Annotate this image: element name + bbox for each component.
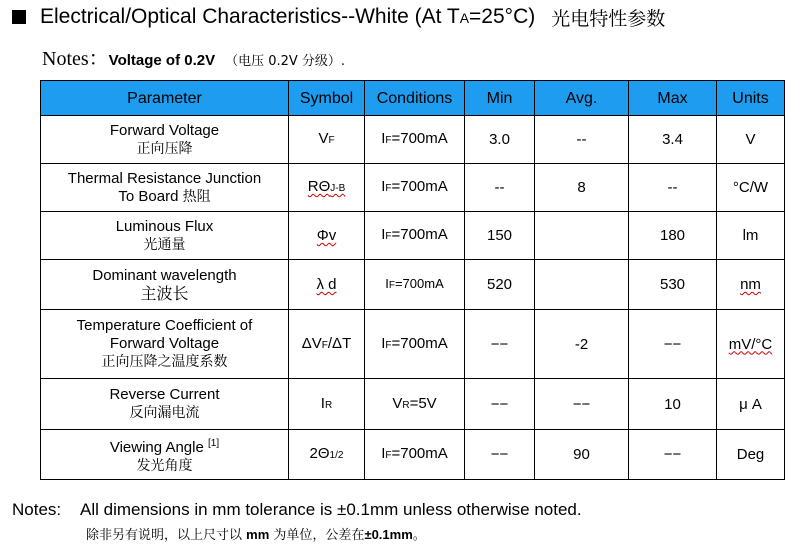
header-parameter: Parameter	[41, 81, 289, 116]
header-units: Units	[717, 81, 785, 116]
table-header-row	[41, 81, 785, 116]
unit-cell: nm	[717, 260, 785, 310]
notes-cn: （电压 0.2V 分级）.	[225, 54, 346, 69]
avg-cell: -2	[535, 310, 629, 379]
notes-bottom-line2: 除非另有说明，以上尺寸以 mm 为单位，公差在±0.1mm。	[86, 527, 426, 543]
min-cell: 3.0	[465, 116, 535, 164]
heading-cn: 光电特性参数	[551, 7, 666, 30]
notes-bottom	[12, 500, 582, 546]
avg-cell: 90	[535, 430, 629, 480]
param-cell: Thermal Resistance Junction To Board 热阻	[41, 164, 289, 212]
unit-cell: mV/°C	[717, 310, 785, 379]
avg-cell: --	[535, 116, 629, 164]
min-cell: −−	[465, 379, 535, 430]
max-cell: 530	[629, 260, 717, 310]
param-cell: Luminous Flux 光通量	[41, 212, 289, 260]
symbol-cell: 2Θ1/2	[289, 430, 365, 480]
min-cell: −−	[465, 310, 535, 379]
notes-label: Notes：	[42, 48, 109, 70]
heading-text: Electrical/Optical Characteristics--White (At TA=25°C)	[40, 5, 536, 28]
max-cell: −−	[629, 430, 717, 480]
table-row	[41, 260, 785, 310]
bullet-square-icon	[12, 10, 26, 24]
unit-cell: μ A	[717, 379, 785, 430]
symbol-cell: IR	[289, 379, 365, 430]
unit-cell: V	[717, 116, 785, 164]
conditions-cell: IF=700mA	[365, 212, 465, 260]
max-cell: 3.4	[629, 116, 717, 164]
notes-text: Voltage of 0.2V	[108, 52, 216, 69]
avg-cell: 8	[535, 164, 629, 212]
min-cell: 150	[465, 212, 535, 260]
avg-cell	[535, 260, 629, 310]
conditions-cell: IF=700mA	[365, 116, 465, 164]
table-row	[41, 430, 785, 480]
notes-top	[42, 42, 345, 68]
conditions-cell: VR=5V	[365, 379, 465, 430]
unit-cell: Deg	[717, 430, 785, 480]
max-cell: −−	[629, 310, 717, 379]
notes-bottom-text: All dimensions in mm tolerance is ±0.1mm unless otherwise noted.	[80, 500, 582, 519]
param-cell: Forward Voltage 正向压降	[41, 116, 289, 164]
section-heading	[12, 4, 665, 30]
table-row	[41, 116, 785, 164]
symbol-cell: ΔVF/ΔT	[289, 310, 365, 379]
header-max: Max	[629, 81, 717, 116]
param-cell: Dominant wavelength 主波长	[41, 260, 289, 310]
avg-cell	[535, 212, 629, 260]
max-cell: --	[629, 164, 717, 212]
symbol-cell: λ d	[289, 260, 365, 310]
conditions-cell: IF=700mA	[365, 164, 465, 212]
unit-cell: °C/W	[717, 164, 785, 212]
param-cell: Temperature Coefficient of Forward Voltage 正向压降之温度系数	[41, 310, 289, 379]
header-min: Min	[465, 81, 535, 116]
unit-cell: lm	[717, 212, 785, 260]
symbol-cell: Φv	[289, 212, 365, 260]
max-cell: 180	[629, 212, 717, 260]
table-row	[41, 310, 785, 379]
header-avg: Avg.	[535, 81, 629, 116]
table-row	[41, 379, 785, 430]
conditions-cell: IF=700mA	[365, 430, 465, 480]
conditions-cell: IF=700mA	[365, 260, 465, 310]
min-cell: 520	[465, 260, 535, 310]
min-cell: −−	[465, 430, 535, 480]
table-row	[41, 164, 785, 212]
max-cell: 10	[629, 379, 717, 430]
header-symbol: Symbol	[289, 81, 365, 116]
min-cell: --	[465, 164, 535, 212]
notes-bottom-label: Notes:	[12, 500, 62, 519]
symbol-cell: RΘJ-B	[289, 164, 365, 212]
param-cell: Viewing Angle [1] 发光角度	[41, 430, 289, 480]
conditions-cell: IF=700mA	[365, 310, 465, 379]
symbol-cell: VF	[289, 116, 365, 164]
notes-bottom-line1	[12, 500, 582, 524]
characteristics-table	[40, 80, 785, 480]
table-row	[41, 212, 785, 260]
header-conditions: Conditions	[365, 81, 465, 116]
avg-cell: −−	[535, 379, 629, 430]
param-cell: Reverse Current 反向漏电流	[41, 379, 289, 430]
